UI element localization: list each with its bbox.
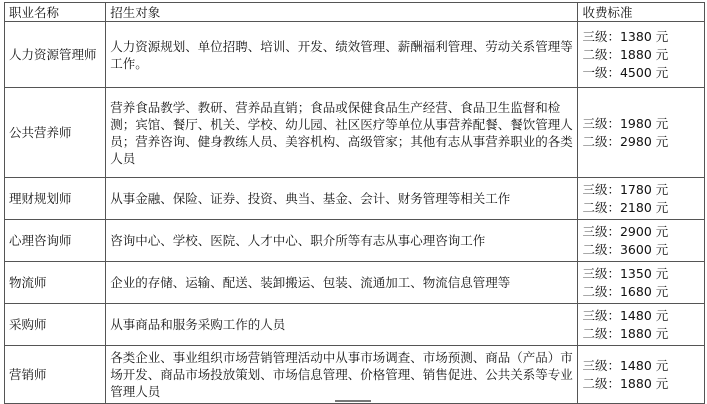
fee-line: 二级：1680 元 — [582, 283, 669, 299]
fee-line: 三级：1380 元 — [582, 28, 669, 44]
fee-line: 三级：2900 元 — [582, 223, 669, 239]
row-target: 企业的存储、运输、配送、装卸搬运、包装、流通加工、物流信息管理等 — [106, 262, 578, 304]
row-name: 营销师 — [5, 346, 106, 404]
row-target: 各类企业、事业组织市场营销管理活动中从事市场调查、市场预测、商品（产品）市场开发、商品市场投放策划、市场信息管理、价格管理、销售促进、公共关系等专业管理人员 — [106, 346, 578, 404]
table-row — [5, 262, 705, 304]
row-name: 物流师 — [5, 262, 106, 304]
header-fee: 收费标准 — [578, 3, 705, 22]
row-fees — [578, 262, 705, 304]
row-name: 理财规划师 — [5, 178, 106, 220]
table-row — [5, 220, 705, 262]
row-target: 从事金融、保险、证券、投资、典当、基金、会计、财务管理等相关工作 — [106, 178, 578, 220]
table-row — [5, 346, 705, 404]
bottom-divider — [335, 400, 371, 402]
fee-line: 一级：4500 元 — [582, 64, 669, 80]
row-target: 人力资源规划、单位招聘、培训、开发、绩效管理、薪酬福利管理、劳动关系管理等工作。 — [106, 22, 578, 88]
header-name: 职业名称 — [5, 3, 106, 22]
fee-line: 二级：1880 元 — [582, 46, 669, 62]
row-fees — [578, 346, 705, 404]
fee-line: 三级：1780 元 — [582, 181, 669, 197]
table-row — [5, 88, 705, 178]
fee-table — [4, 2, 705, 404]
row-fees — [578, 22, 705, 88]
fee-line: 二级：1880 元 — [582, 375, 669, 391]
fee-line: 二级：3600 元 — [582, 241, 669, 257]
fee-line: 三级：1480 元 — [582, 307, 669, 323]
fee-line: 二级：2180 元 — [582, 199, 669, 215]
header-row — [5, 3, 705, 22]
row-fees — [578, 304, 705, 346]
fee-line: 二级：2980 元 — [582, 133, 669, 149]
fee-line: 三级：1350 元 — [582, 265, 669, 281]
row-name: 采购师 — [5, 304, 106, 346]
row-name: 公共营养师 — [5, 88, 106, 178]
row-name: 人力资源管理师 — [5, 22, 106, 88]
row-target: 营养食品教学、教研、营养品直销；食品或保健食品生产经营、食品卫生监督和检测；宾馆、餐厅、机关、学校、幼儿园、社区医疗等单位从事营养配餐、餐饮管理人员；营养咨询、健身教练人员、美容机构、高级管家；其他有志从事营养职业的各类人员 — [106, 88, 578, 178]
fee-line: 二级：1880 元 — [582, 325, 669, 341]
row-name: 心理咨询师 — [5, 220, 106, 262]
row-fees — [578, 220, 705, 262]
fee-line: 三级：1980 元 — [582, 115, 669, 131]
row-target: 从事商品和服务采购工作的人员 — [106, 304, 578, 346]
fee-line: 三级：1480 元 — [582, 357, 669, 373]
row-target: 咨询中心、学校、医院、人才中心、职介所等有志从事心理咨询工作 — [106, 220, 578, 262]
row-fees — [578, 88, 705, 178]
header-target: 招生对象 — [106, 3, 578, 22]
table-row — [5, 178, 705, 220]
row-fees — [578, 178, 705, 220]
table-row — [5, 22, 705, 88]
table-row — [5, 304, 705, 346]
